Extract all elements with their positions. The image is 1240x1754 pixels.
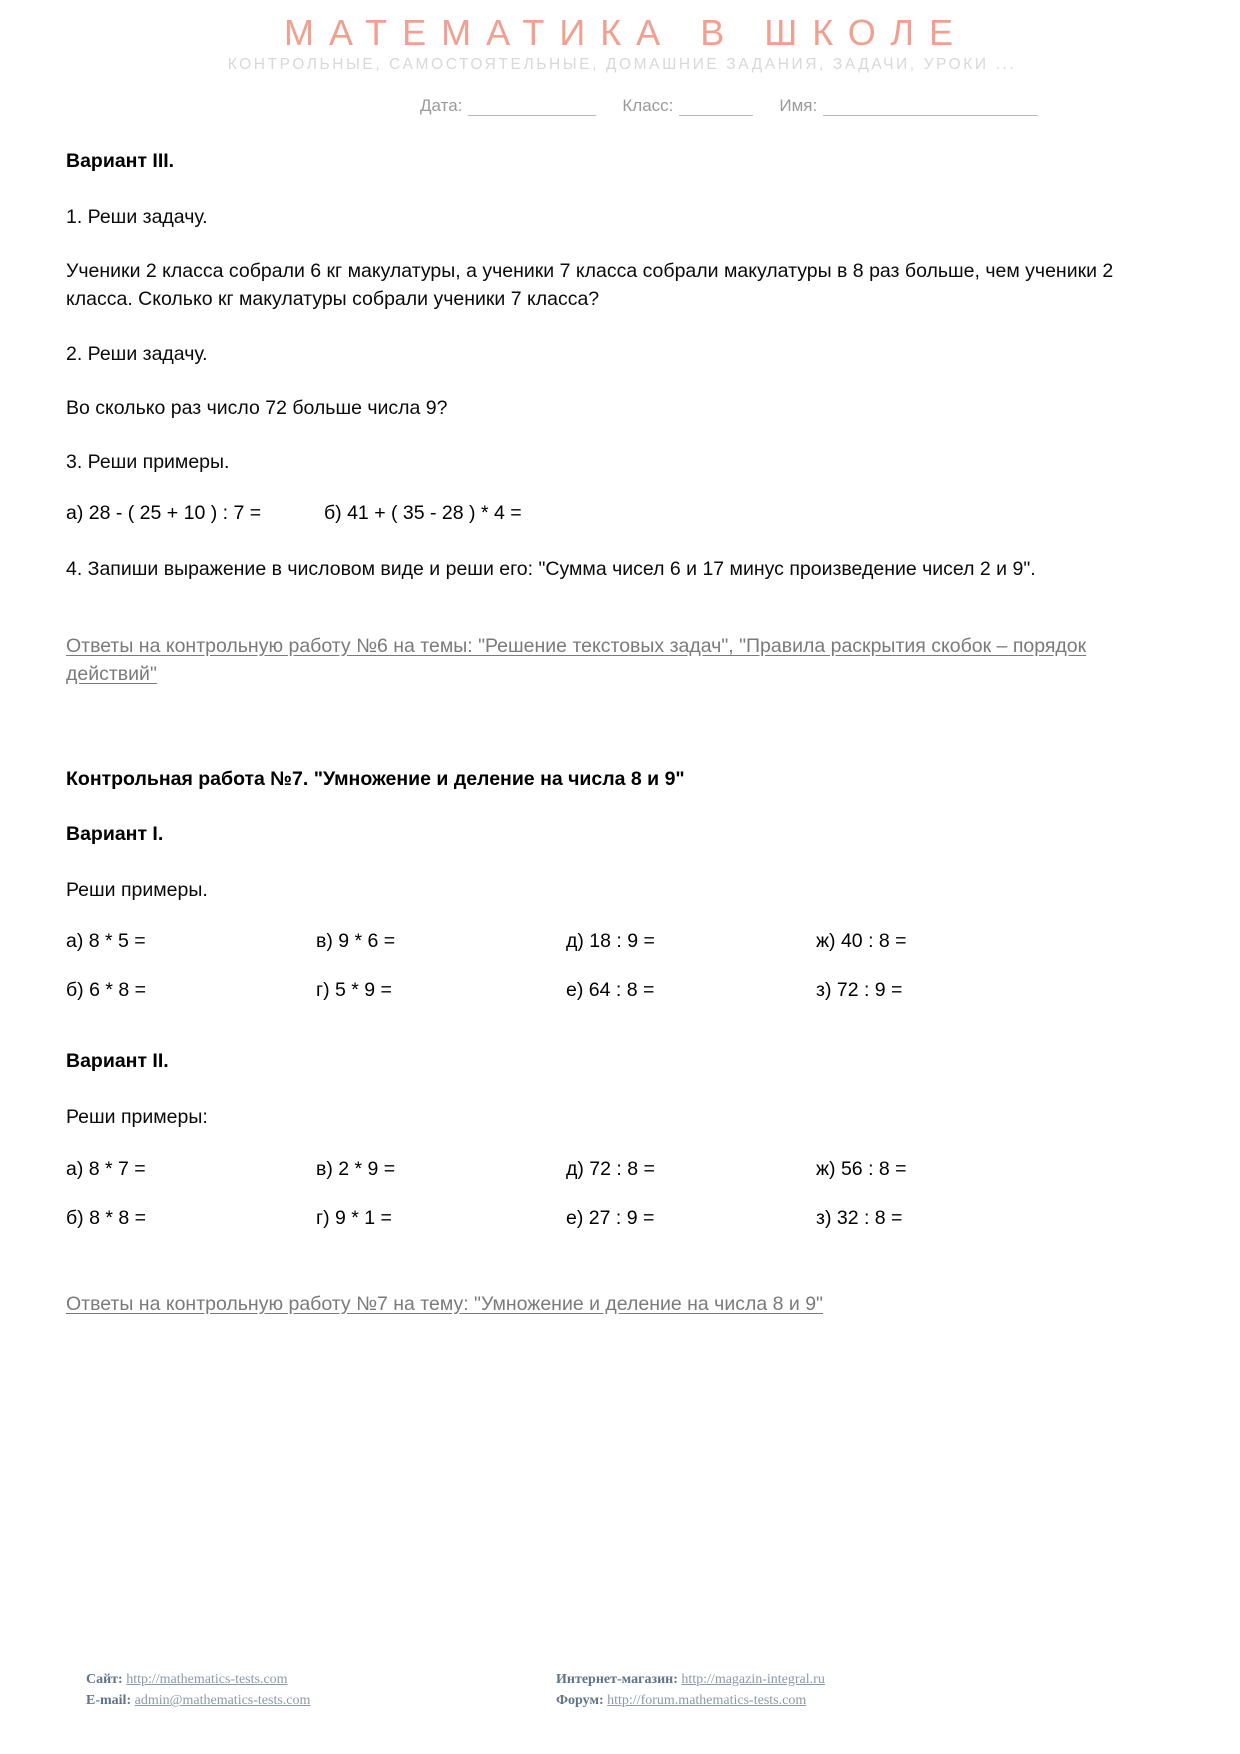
student-meta-line	[0, 96, 1240, 116]
footer-email-label: E-mail:	[86, 1693, 132, 1709]
worksheet-body	[0, 116, 1240, 1318]
date-input-blank[interactable]	[468, 98, 596, 116]
spacer	[66, 610, 1182, 632]
site-header	[0, 0, 1240, 74]
example-cell: д) 18 : 9 =	[566, 930, 655, 953]
site-brand-subtitle: КОНТРОЛЬНЫЕ, САМОСТОЯТЕЛЬНЫЕ, ДОМАШНИЕ ЗАДАНИЯ, ЗАДАЧИ, УРОКИ ...	[227, 55, 1017, 73]
variant3-task3-expressions	[66, 502, 1182, 525]
footer-site-row	[86, 1669, 556, 1691]
work7-variant-1-heading: Вариант I.	[66, 823, 164, 846]
variant3-task3-expr-b: б) 41 + ( 35 - 28 ) * 4 =	[324, 502, 522, 525]
example-cell: а) 8 * 5 =	[66, 930, 146, 953]
footer-forum-row	[556, 1690, 1026, 1712]
spacer	[66, 746, 1182, 768]
class-input-blank[interactable]	[679, 98, 753, 116]
example-cell: г) 5 * 9 =	[316, 979, 392, 1002]
example-cell: ж) 56 : 8 =	[816, 1157, 907, 1180]
example-cell: з) 32 : 8 =	[816, 1206, 903, 1229]
footer-site-label: Сайт:	[86, 1671, 123, 1687]
footer-column-right	[556, 1669, 1026, 1712]
example-cell: в) 2 * 9 =	[316, 1157, 396, 1180]
variant3-task3-expr-a: а) 28 - ( 25 + 10 ) : 7 =	[66, 502, 262, 525]
footer-email-row	[86, 1690, 556, 1712]
site-brand-title: МАТЕМАТИКА В ШКОЛЕ	[283, 12, 969, 53]
class-label: Класс:	[622, 95, 674, 115]
footer-email-address[interactable]: admin@mathematics-tests.com	[134, 1693, 311, 1709]
date-label: Дата:	[420, 95, 463, 115]
example-cell: б) 6 * 8 =	[66, 979, 146, 1002]
variant3-task2-title: 2. Реши задачу.	[66, 342, 208, 365]
footer-forum-url[interactable]: http://forum.mathematics-tests.com	[607, 1693, 807, 1709]
footer-shop-url[interactable]: http://magazin-integral.ru	[681, 1671, 825, 1687]
work7-variant1-examples-grid	[66, 930, 1182, 1002]
work-7-heading: Контрольная работа №7. "Умножение и деление на числа 8 и 9"	[66, 768, 685, 791]
variant3-task4-text: 4. Запиши выражение в числовом виде и реши его: "Сумма чисел 6 и 17 минус произведение чисел 2 и 9".	[66, 558, 1036, 581]
work7-variant-2-heading: Вариант II.	[66, 1050, 169, 1073]
name-label: Имя:	[779, 95, 818, 115]
variant3-task1-text: Ученики 2 класса собрали 6 кг макулатуры, а ученики 7 класса собрали макулатуры в 8 раз больше, чем ученики 2 класса. Сколько кг макулатуры собрали ученики 7 класса?	[66, 260, 1114, 311]
work7-variant2-examples-grid	[66, 1158, 1182, 1230]
footer-forum-label: Форум:	[556, 1693, 604, 1709]
answers-link-work-6[interactable]: Ответы на контрольную работу №6 на темы: "Решение текстовых задач", "Правила раскрытия скобок – порядок действий"	[66, 634, 1087, 685]
spacer	[66, 1028, 1182, 1050]
spacer	[66, 688, 1182, 746]
variant3-task3-title: 3. Реши примеры.	[66, 451, 230, 474]
example-cell: ж) 40 : 8 =	[816, 930, 907, 953]
footer-shop-row	[556, 1669, 1026, 1691]
work7-variant2-instruction: Реши примеры:	[66, 1106, 208, 1129]
variant3-task2-text: Во сколько раз число 72 больше числа 9?	[66, 396, 448, 419]
example-cell: б) 8 * 8 =	[66, 1206, 146, 1229]
spacer	[66, 1256, 1182, 1290]
footer-shop-label: Интернет-магазин:	[556, 1671, 678, 1687]
example-cell: е) 64 : 8 =	[566, 979, 655, 1002]
name-input-blank[interactable]	[823, 98, 1038, 116]
work7-variant1-instruction: Реши примеры.	[66, 879, 208, 902]
spacer	[66, 116, 1182, 150]
example-cell: в) 9 * 6 =	[316, 930, 396, 953]
example-cell: г) 9 * 1 =	[316, 1206, 392, 1229]
variant-3-heading: Вариант III.	[66, 149, 175, 172]
footer-site-url[interactable]: http://mathematics-tests.com	[126, 1671, 288, 1687]
footer-column-left	[86, 1669, 556, 1712]
example-cell: а) 8 * 7 =	[66, 1157, 146, 1180]
variant3-task1-title: 1. Реши задачу.	[66, 205, 208, 228]
example-cell: з) 72 : 9 =	[816, 979, 903, 1002]
answers-link-work-7[interactable]: Ответы на контрольную работу №7 на тему: "Умножение и деление на числа 8 и 9"	[66, 1292, 823, 1315]
example-cell: е) 27 : 9 =	[566, 1206, 655, 1229]
site-footer	[0, 1669, 1240, 1712]
example-cell: д) 72 : 8 =	[566, 1157, 655, 1180]
